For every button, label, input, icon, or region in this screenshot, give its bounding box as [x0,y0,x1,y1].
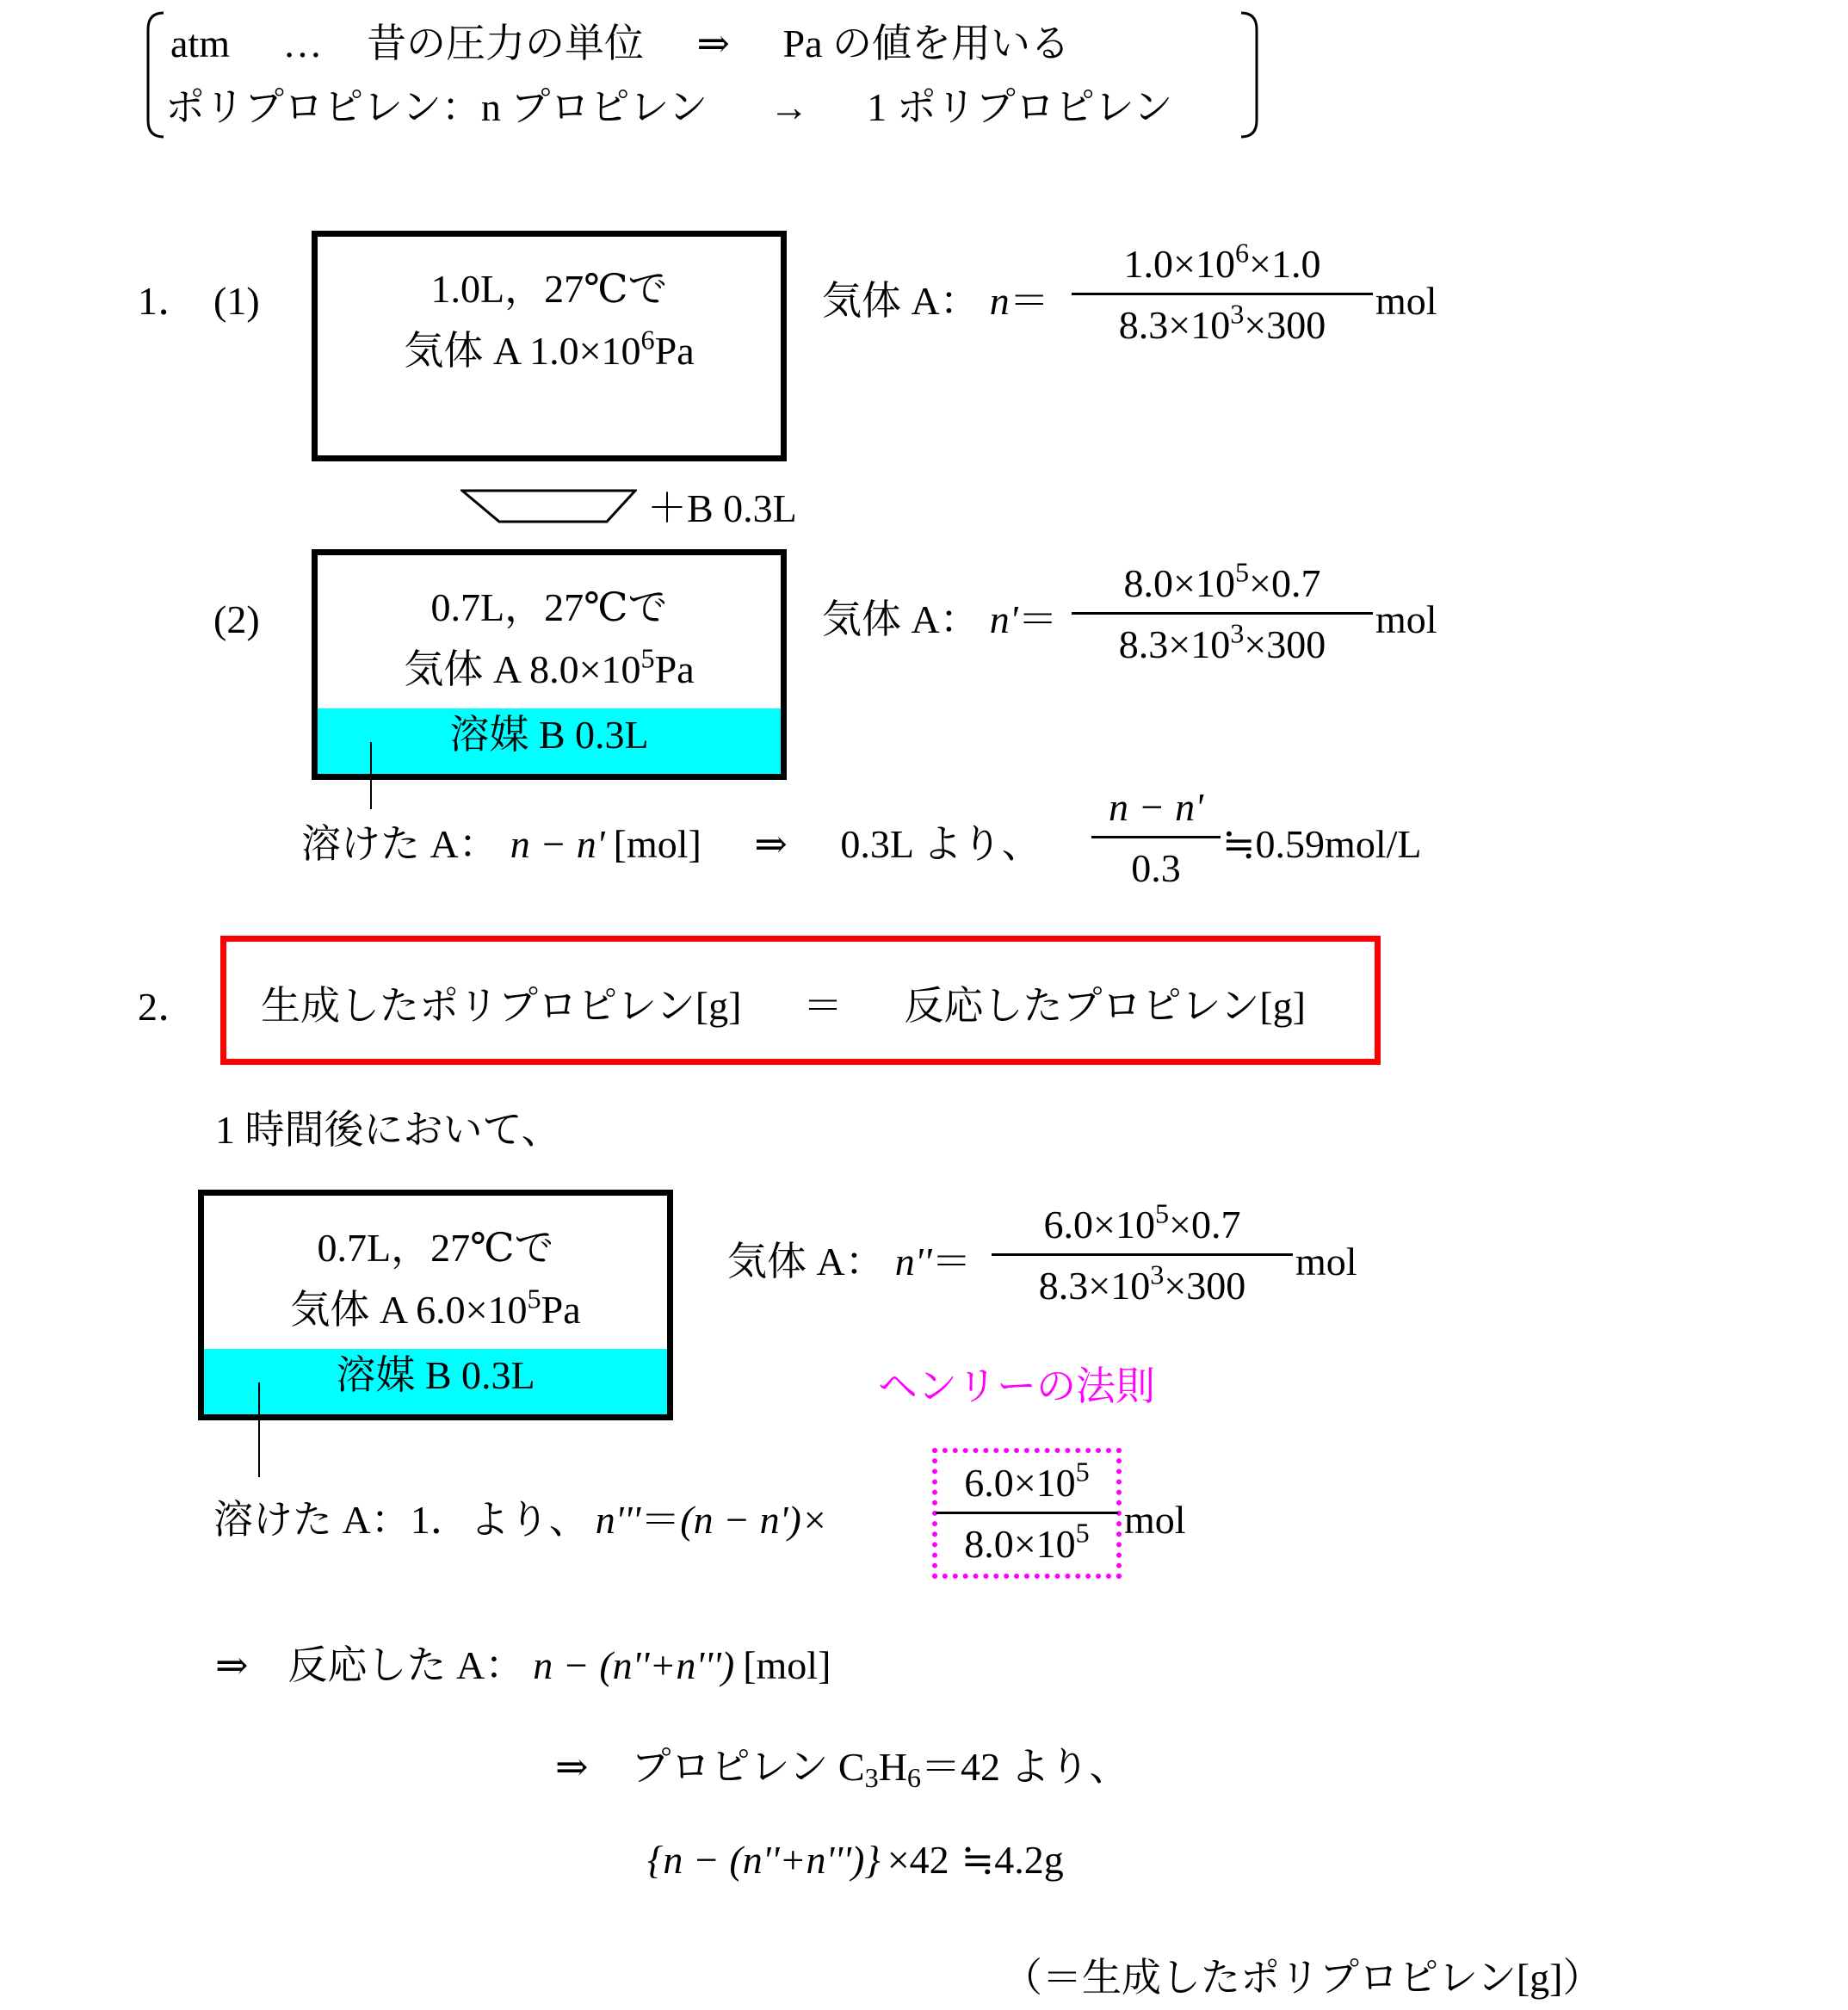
eq2-fraction: $8.0\times 10^5\times 0.7$ $8.3\times 10^3\times 300$ [1072,564,1373,665]
propylene-line: ⇒ プロピレン $C_3H_6=42$ より、 [555,1745,1129,1794]
eq2-fraction-bar [1072,612,1373,615]
pointer-line-2 [258,1382,260,1477]
key-relation-box [220,936,1381,1065]
eq1-unit: mol [1375,279,1437,323]
concentration-fraction: n − n' 0.3 [1091,788,1221,888]
eq2-prefix: 気体 A： n'＝ [822,597,1058,641]
note-line-1: atm … 昔の圧力の単位 ⇒ Pa の値を用いる [170,22,1071,65]
concentration-fraction-bar [1091,836,1221,838]
section-2-number: 2． [138,985,197,1029]
eq1-fraction-bar [1072,293,1373,295]
eq4-fraction: $6.0\times 10^5$ $8.0\times 10^5$ [936,1463,1118,1564]
arrow-label: ＋B 0.3L [647,486,797,530]
down-arrow-icon [460,489,637,523]
container-box-2 [312,549,787,780]
box1-line-2: 気体 A $1.0\times 10^6Pa$ [404,324,695,373]
after-one-hour: 1 時間後において、 [215,1108,561,1152]
eq1-prefix: 気体 A： n＝ [822,279,1049,323]
container-box-3 [198,1190,673,1420]
box2-line-2: 気体 A $8.0\times 10^5Pa$ [404,642,695,691]
key-right: 反応したプロピレン[g] [904,984,1306,1028]
box3-liquid-label: 溶媒 B 0.3L [336,1353,535,1397]
box1-line-1: 1.0L，27℃で [430,267,668,311]
part-1-label: (1) [213,279,260,323]
reacted-a-line: ⇒ 反応した A： n − (n''+n''') [mol] [215,1643,831,1687]
eq3-fraction: $6.0\times 10^5\times 0.7$ $8.3\times 10^3\times 300$ [992,1205,1293,1306]
pointer-line-1 [370,742,372,809]
box2-liquid-label: 溶媒 B 0.3L [449,713,649,757]
henry-law-label: ヘンリーの法則 [878,1364,1155,1408]
eq3-unit: mol [1295,1240,1357,1283]
dissolved-a-line: 溶けた A： n − n' [mol] ⇒ 0.3L より、 [301,822,1041,866]
key-eq: ＝ [803,984,843,1028]
box3-line-1: 0.7L，27℃で [317,1226,554,1270]
eq3-fraction-bar [992,1253,1293,1256]
eq2-unit: mol [1375,597,1437,641]
part-2-label: (2) [213,597,260,641]
section-1-number: 1． [138,279,197,323]
eq1-fraction: $1.0\times 10^6\times 1.0$ $8.3\times 10^3\times 300$ [1072,244,1373,345]
atm-term: atm [170,22,230,65]
container-box-1 [312,231,787,461]
note-left-bracket [145,10,165,139]
eq4-prefix: 溶けた A：1．より、 n'''＝(n − n')× [213,1498,828,1542]
box2-line-1: 0.7L，27℃で [430,585,668,629]
eq4-fraction-bar [936,1512,1118,1514]
note-right-bracket [1239,10,1260,139]
note-line-2: ポリプロピレン：n プロピレン → 1 ポリプロピレン [165,85,1173,129]
box3-line-2: 気体 A $6.0\times 10^5Pa$ [290,1283,581,1332]
footnote: （＝生成したポリプロピレン[g]） [1003,1956,1603,2000]
concentration-result: ≒0.59mol/L [1222,822,1422,866]
key-left: 生成したポリプロピレン[g] [261,984,742,1028]
final-calculation: {n − (n''+n''')} ×42 ≒4.2g [647,1838,1064,1882]
eq3-prefix: 気体 A： n''＝ [727,1240,972,1283]
eq4-unit: mol [1124,1498,1186,1542]
